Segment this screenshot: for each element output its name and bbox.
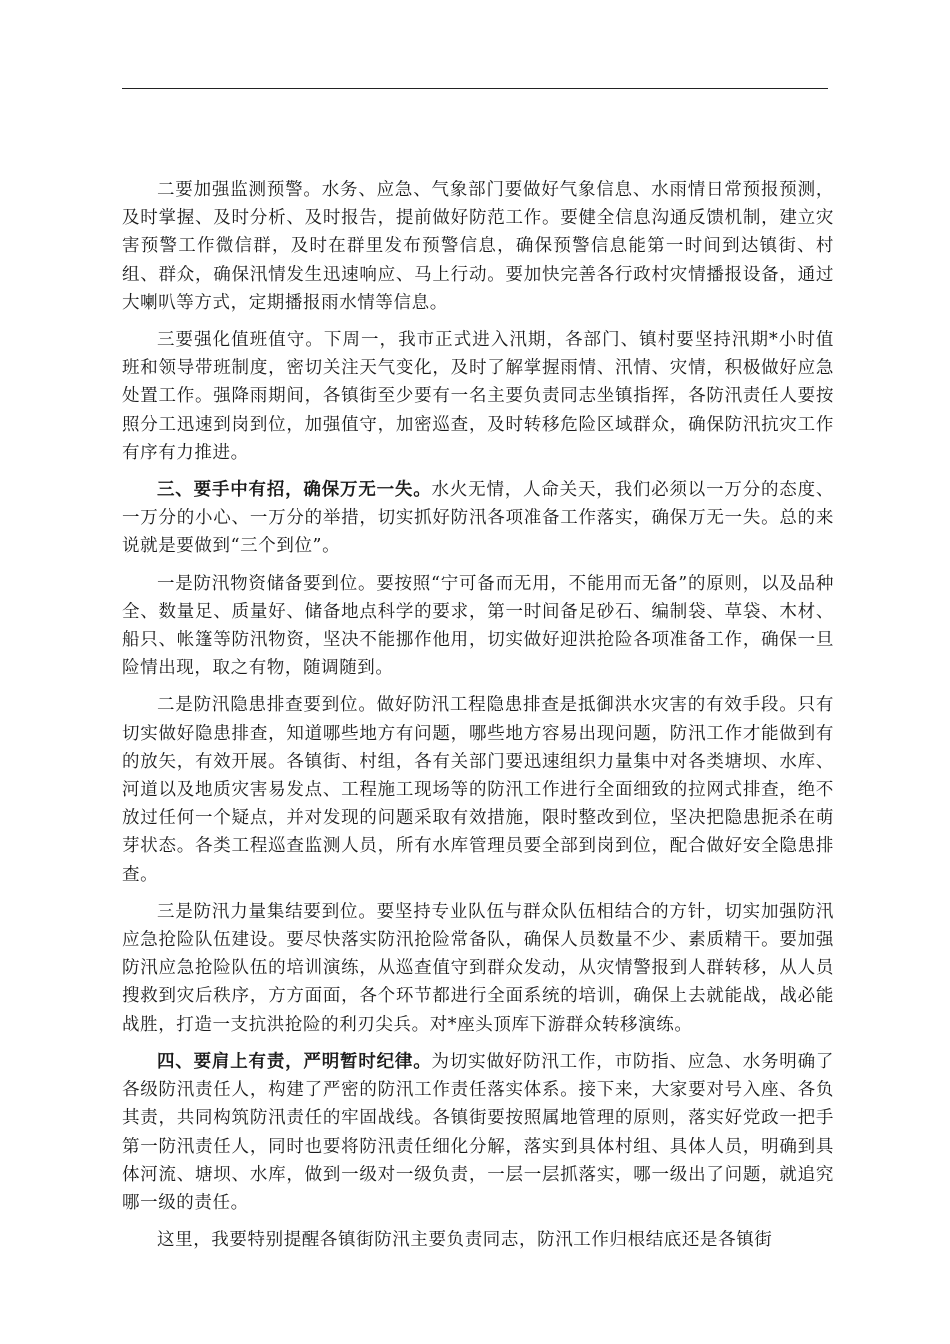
paragraph-section-four [122, 1048, 834, 1217]
paragraph-duty-watch [122, 326, 834, 467]
paragraph-text: 一是防汛物资储备要到位。要按照“宁可备而无用，不能用而无备”的原则，以及品种全、数量足、质量好、储备地点科学的要求，第一时间备足砂石、编制袋、草袋、木材、船只、帐篷等防汛物资，坚决不能挪作他用，切实做好迎洪抢险各项准备工作，确保一旦险情出现，取之有物，随调随到。 [122, 573, 834, 679]
paragraph-forces [122, 898, 834, 1039]
paragraph-monitoring-warning [122, 176, 834, 317]
paragraph-text: 二要加强监测预警。水务、应急、气象部门要做好气象信息、水雨情日常预报预测，及时掌握、及时分析、及时报告，提前做好防范工作。要健全信息沟通反馈机制，建立灾害预警工作微信群，及时在群里发布预警信息，确保预警信息能第一时间到达镇街、村组、群众，确保汛情发生迅速响应、马上行动。要加快完善各行政村灾情播报设备，通过大喇叭等方式，定期播报雨水情等信息。 [122, 180, 834, 313]
paragraph-reminder [122, 1226, 834, 1254]
paragraph-text: 为切实做好防汛工作，市防指、应急、水务明确了各级防汛责任人，构建了严密的防汛工作责任落实体系。接下来，大家要对号入座、各负其责，共同构筑防汛责任的牢固战线。各镇街要按照属地管理的原则，落实好党政一把手第一防汛责任人，同时也要将防汛责任细化分解，落实到具体村组、具体人员，明确到具体河流、塘坝、水库，做到一级对一级负责，一层一层抓落实，哪一级出了问题，就追究哪一级的责任。 [122, 1051, 835, 1213]
paragraph-text: 三要强化值班值守。下周一，我市正式进入汛期，各部门、镇村要坚持汛期*小时值班和领导带班制度，密切关注天气变化，及时了解掌握雨情、汛情、灾情，积极做好应急处置工作。强降雨期间，各镇街至少要有一名主要负责同志坐镇指挥，各防汛责任人要按照分工迅速到岗到位，加强值守，加密巡查，及时转移危险区域群众，确保防汛抗灾工作有序有力推进。 [122, 330, 834, 463]
paragraph-text: 水火无情，人命关天，我们必须以一万分的态度、一万分的小心、一万分的举措，切实抓好防汛各项准备工作落实，确保万无一失。总的来说就是要做到“三个到位”。 [122, 480, 835, 557]
paragraph-materials [122, 570, 834, 683]
paragraph-text: 这里，我要特别提醒各镇街防汛主要负责同志，防汛工作归根结底还是各镇街 [157, 1230, 773, 1251]
paragraph-section-three [122, 476, 834, 561]
section-heading: 三、要手中有招，确保万无一失。 [157, 480, 432, 501]
section-heading: 四、要肩上有责，严明暂时纪律。 [157, 1051, 432, 1072]
header-rule [122, 88, 828, 89]
document-body [122, 176, 834, 1263]
paragraph-text: 三是防汛力量集结要到位。要坚持专业队伍与群众队伍相结合的方针，切实加强防汛应急抢险队伍建设。要尽快落实防汛抢险常备队，确保人员数量不少、素质精干。要加强防汛应急抢险队伍的培训演练，从巡查值守到群众发动，从灾情警报到人群转移，从人员搜救到灾后秩序，方方面面，各个环节都进行全面系统的培训，确保上去就能战，战必能战胜，打造一支抗洪抢险的利刃尖兵。对*座头顶库下游群众转移演练。 [122, 901, 834, 1035]
paragraph-text: 二是防汛隐患排查要到位。做好防汛工程隐患排查是抵御洪水灾害的有效手段。只有切实做好隐患排查，知道哪些地方有问题，哪些地方容易出现问题，防汛工作才能做到有的放矢，有效开展。各镇街、村组，各有关部门要迅速组织力量集中对各类塘坝、水库、河道以及地质灾害易发点、工程施工现场等的防汛工作进行全面细致的拉网式排查，绝不放过任何一个疑点，并对发现的问题采取有效措施，限时整改到位，坚决把隐患扼杀在萌芽状态。各类工程巡查监测人员，所有水库管理员要全部到岗到位，配合做好安全隐患排查。 [122, 695, 834, 885]
paragraph-hazard-check [122, 691, 834, 888]
